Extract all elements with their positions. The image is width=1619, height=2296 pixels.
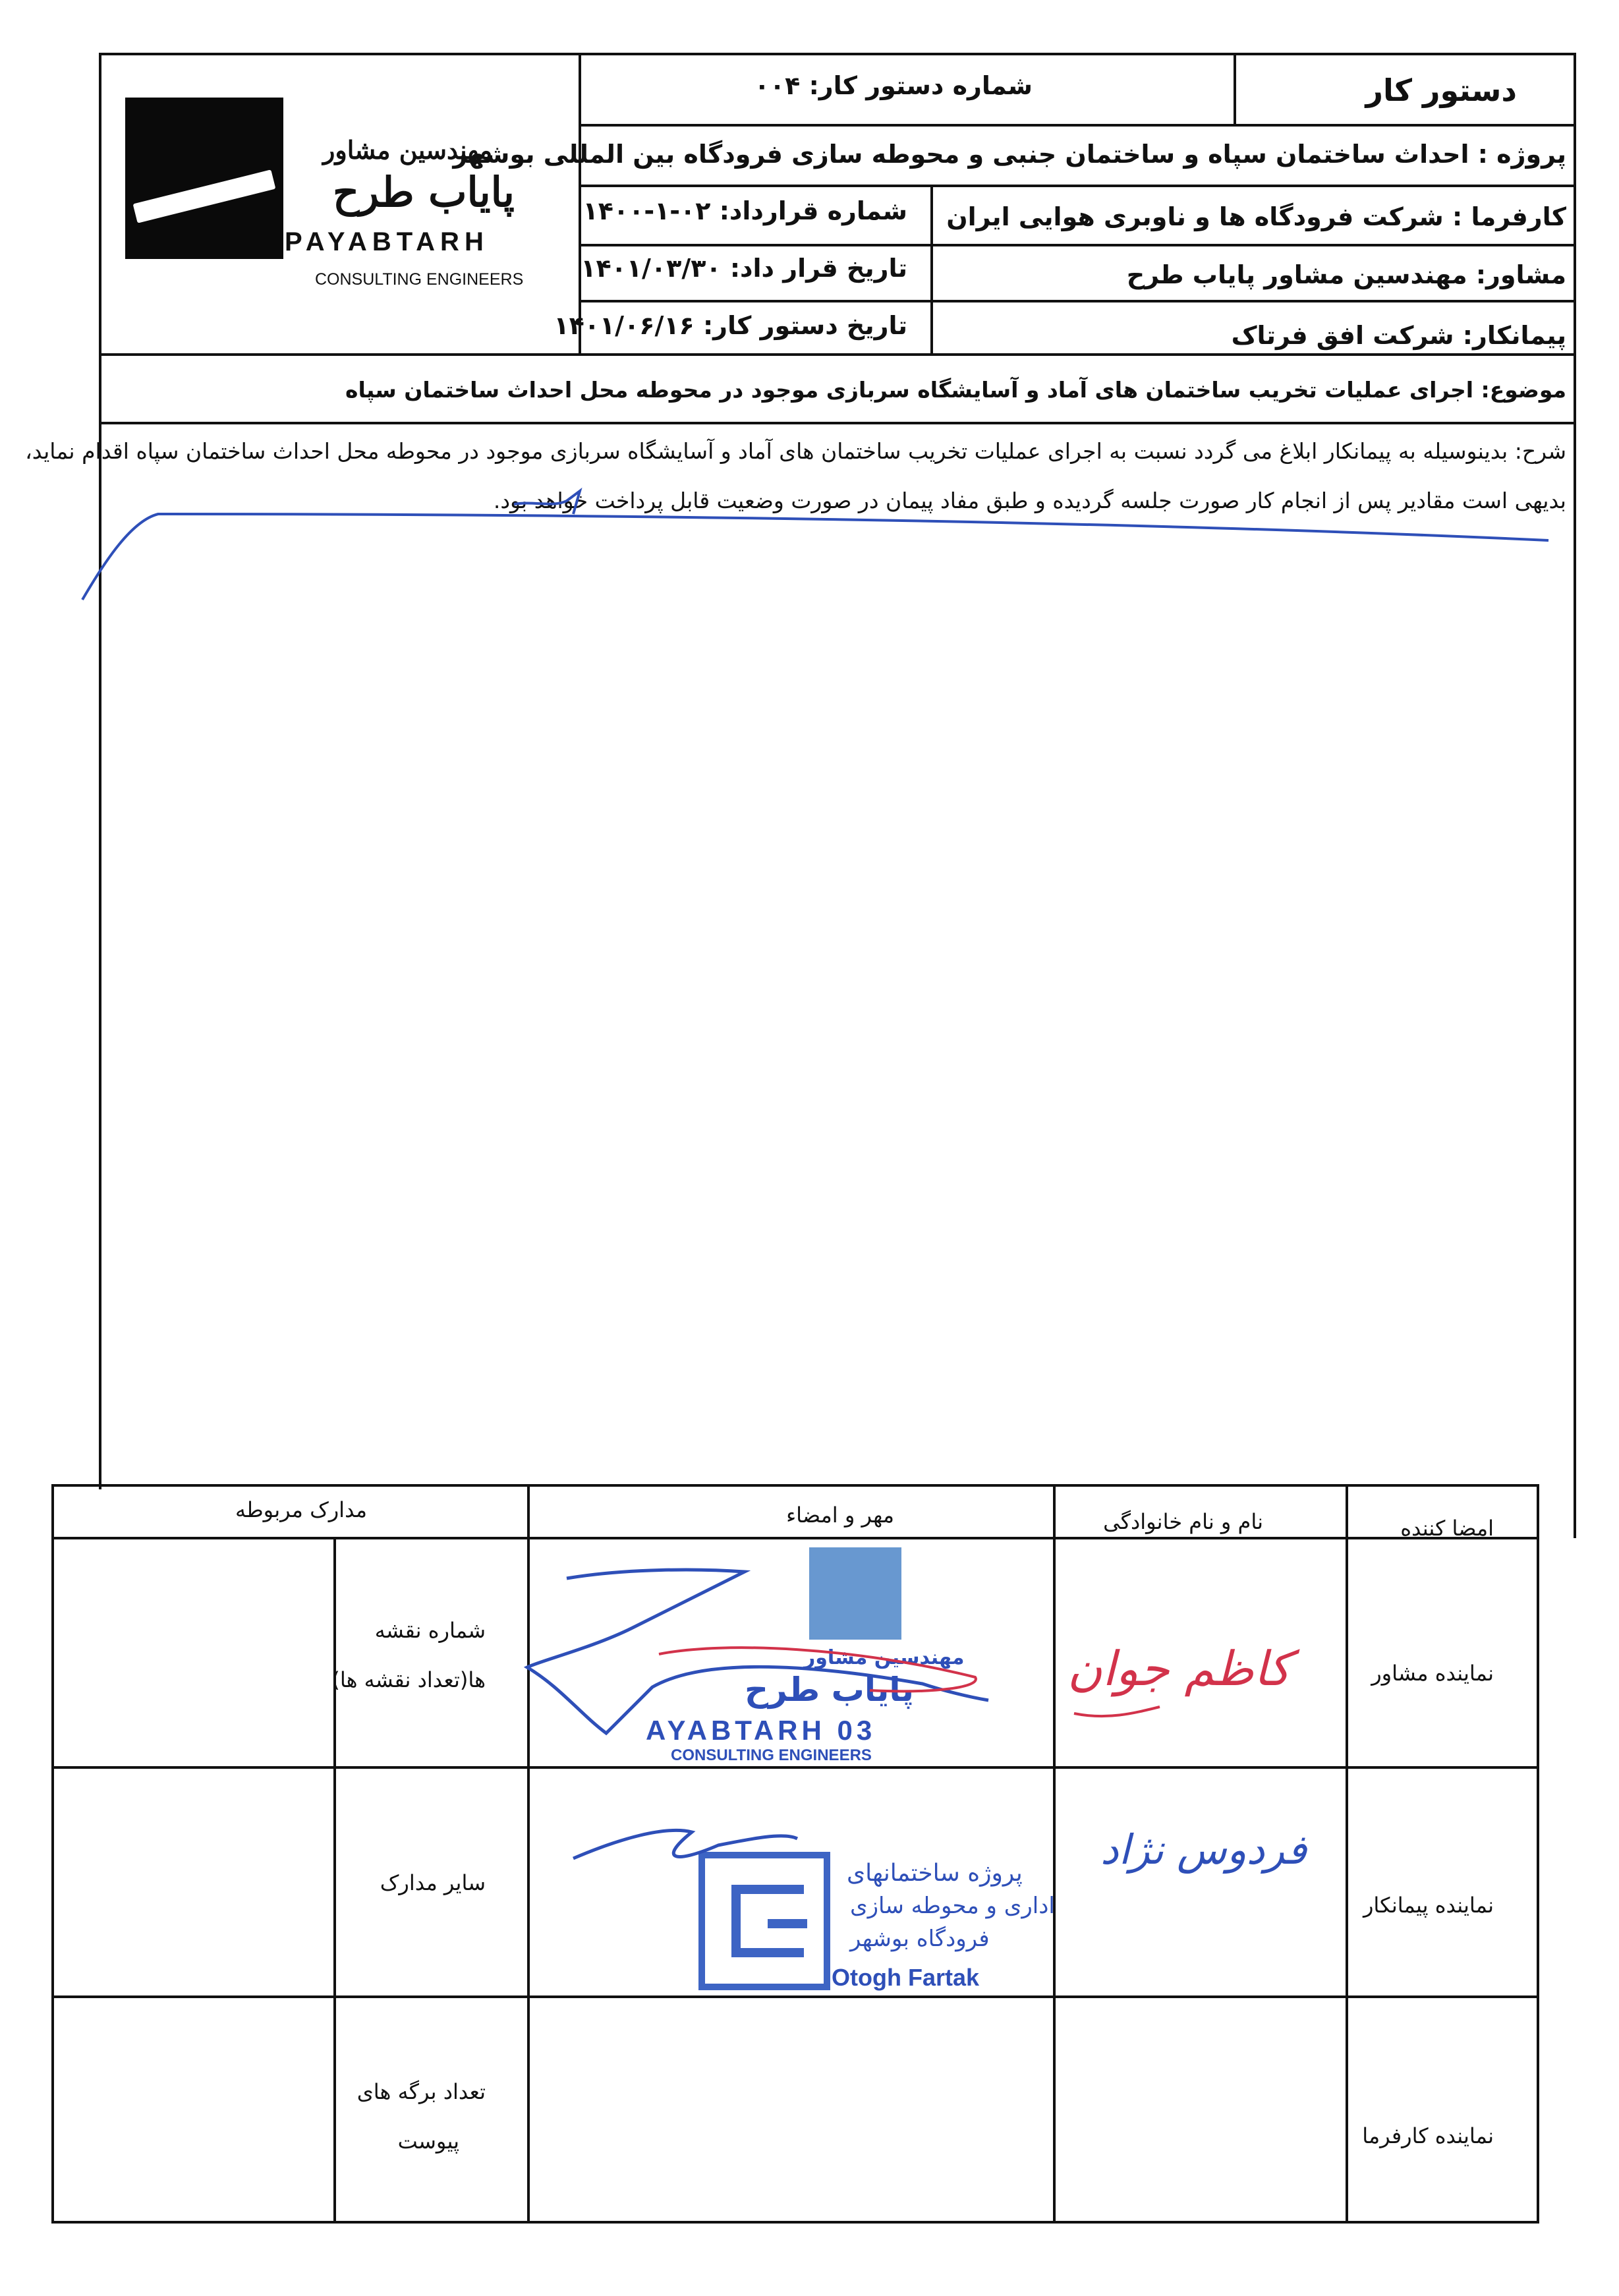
logo-fa-line1: مهندسین مشاور [323, 135, 493, 165]
logo-en-line2: CONSULTING ENGINEERS [315, 270, 524, 289]
row2-handwritten-name: فردوس نژاد [1100, 1825, 1307, 1874]
consultant-name-red-stroke [1074, 1707, 1160, 1716]
row3-signer: نماینده کارفرما [1362, 2123, 1494, 2148]
stamp-fa-line2: پایاب طرح [745, 1671, 914, 1709]
project-name: پروژه : احداث ساختمان سپاه و ساختمان جنبی و محوطه سازی فرودگاه بین المللی بوشهر [453, 140, 1566, 169]
stamp-contractor-line3: فرودگاه بوشهر [850, 1926, 990, 1952]
header-docs: مدارک مربوطه [235, 1497, 367, 1522]
description-line2: بدیهی است مقادیر پس از انجام کار صورت جلسه گردیده و طبق مفاد پیمان در صورت وضعیت قابل پرداخت خواهد بود. [493, 488, 1566, 513]
contract-number: شماره قرارداد: ۰۲-۱-۱۴۰۰ [582, 196, 907, 225]
row2-doc-label1: سایر مدارک [380, 1870, 486, 1895]
row1-doc-label2: ها(تعداد نقشه ها) [331, 1667, 486, 1692]
stamp-contractor-line1: پروژه ساختمانهای [847, 1860, 1023, 1887]
header-seal: مهر و امضاء [786, 1503, 894, 1528]
header-name: نام و نام خانوادگی [1103, 1509, 1263, 1534]
row1-signer: نماینده مشاور [1371, 1661, 1494, 1686]
header-signer: امضا کننده [1400, 1516, 1494, 1541]
stamp-contractor-line2: اداری و محوطه سازی [850, 1893, 1055, 1919]
stamp-fa-line1: مهندسین مشاور [804, 1646, 965, 1669]
logo-fa-line2: پایاب طرح [333, 168, 515, 216]
stamp-logo-icon [809, 1547, 901, 1640]
contract-date: تاریخ قرار داد: ۱۴۰۱/۰۳/۳۰ [581, 254, 907, 283]
description-line1: شرح: بدینوسیله به پیمانکار ابلاغ می گردد نسبت به اجرای عملیات تخریب ساختمان های آماد و آسایشگاه سربازی موجود در محوطه محل احداث ساختمان سپاه اقدام نماید، [25, 438, 1566, 464]
row1-handwritten-name: کاظم جوان [1067, 1641, 1291, 1696]
contractor: پیمانکار: شرکت افق فرتاک [1231, 321, 1566, 350]
stamp-contractor-en: Otogh Fartak [832, 1964, 980, 1991]
stamp-en-line2: CONSULTING ENGINEERS [671, 1746, 872, 1764]
order-number: شماره دستور کار: ۰۰۴ [754, 71, 1033, 100]
stamp-g-logo-icon [698, 1852, 830, 1990]
row3-doc-label1: تعداد برگه های [356, 2079, 486, 2104]
subject: موضوع: اجرای عملیات تخریب ساختمان های آماد و آسایشگاه سربازی موجود در محوطه محل احداث ساختمان سپاه [345, 377, 1566, 403]
row3-doc-label2: پیوست [397, 2129, 459, 2154]
employer: کارفرما : شرکت فرودگاه ها و ناوبری هوایی ایران [946, 202, 1566, 231]
logo-mark-icon [125, 98, 283, 259]
description-underline-stroke [82, 514, 1548, 600]
stamp-en-line1: AYABTARH 03 [646, 1715, 876, 1746]
consultant: مشاور: مهندسین مشاور پایاب طرح [1126, 260, 1566, 289]
order-date: تاریخ دستور کار: ۱۴۰۱/۰۶/۱۶ [554, 311, 907, 340]
row1-doc-label1: شماره نقشه [374, 1618, 486, 1643]
logo-en-line1: PAYABTARH [285, 227, 489, 256]
row2-signer: نماینده پیمانکار [1363, 1893, 1494, 1918]
doc-title: دستور کار [1365, 72, 1517, 108]
